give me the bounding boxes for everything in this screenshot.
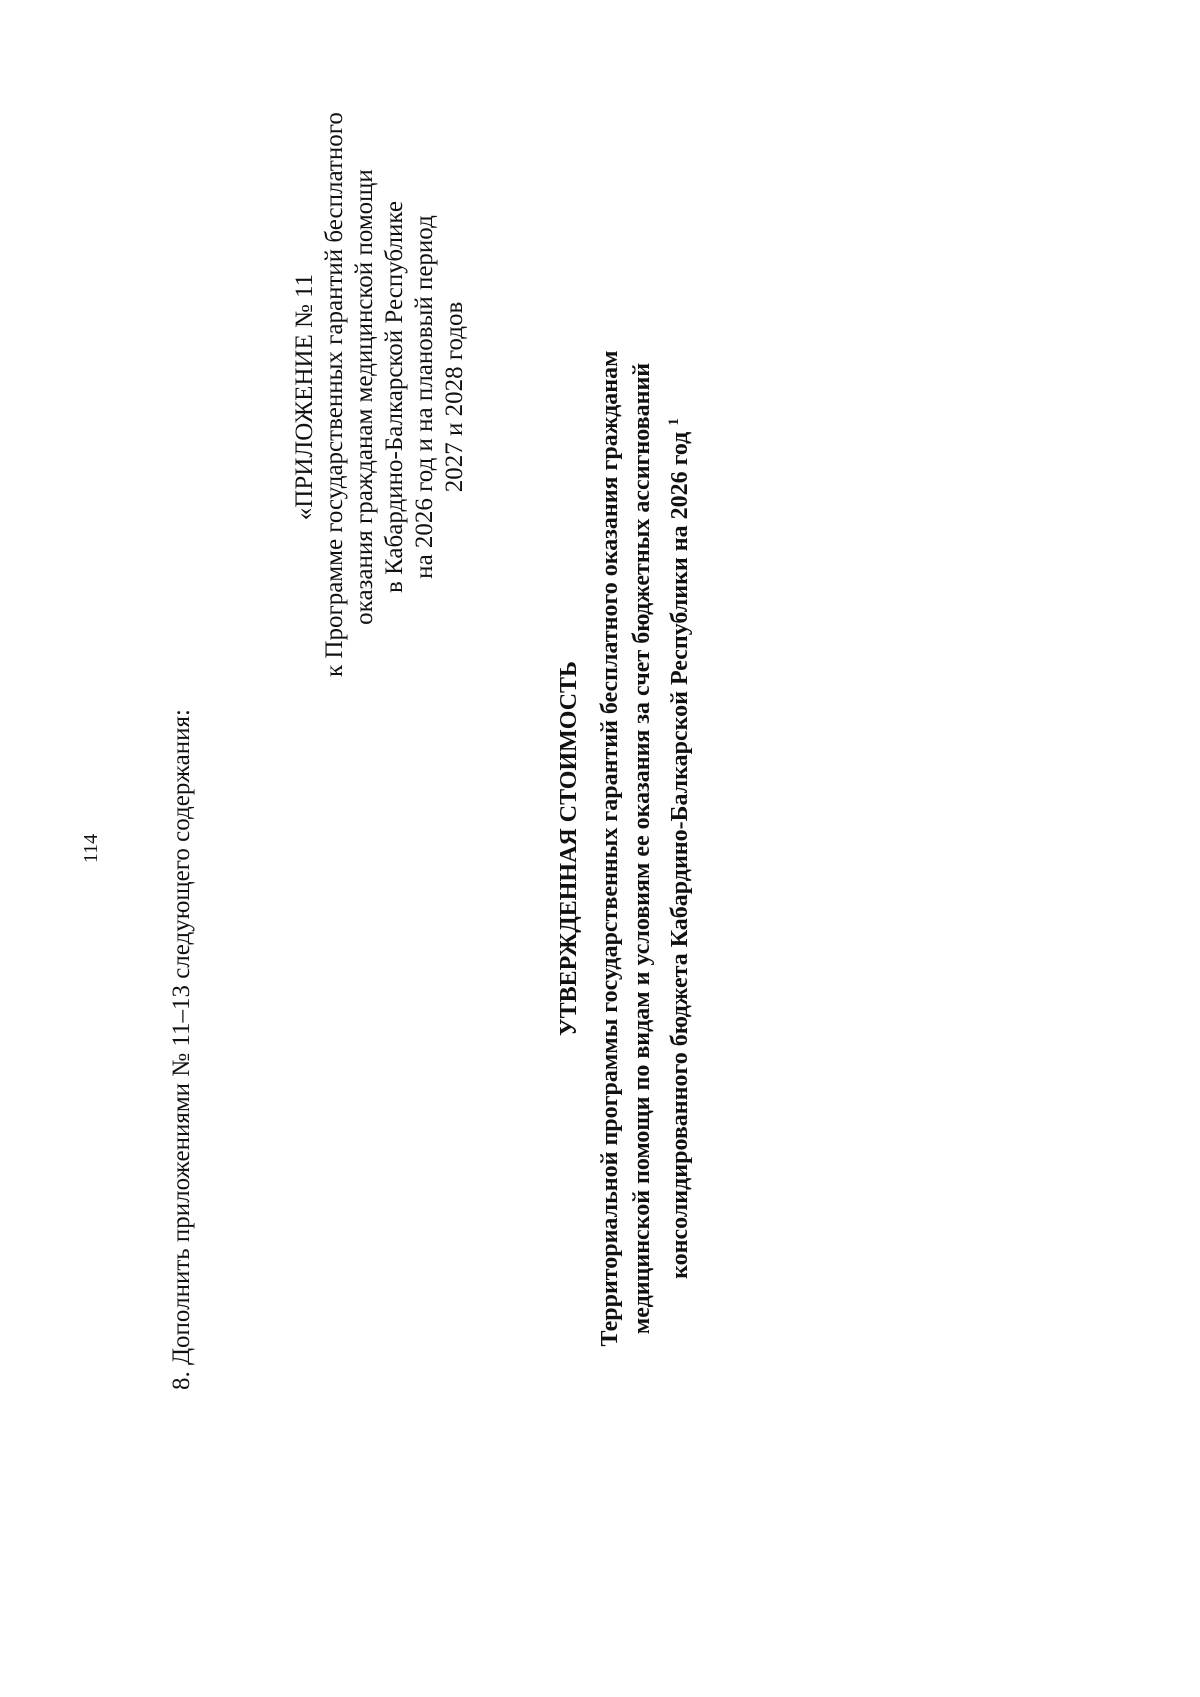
appendix-header [290,112,470,677]
subtitle-line-last [658,0,696,1697]
appendix-line: оказания гражданам медицинской помощи [351,169,378,625]
appendix-line: к Программе государственных гарантий бесплатного [321,112,348,677]
subtitle-line: консолидированного бюджета Кабардино-Балкарской Республики на 2026 год [667,431,693,1279]
page-number: 114 [80,833,102,864]
document-title: УТВЕРЖДЕННАЯ СТОИМОСТЬ [556,661,582,1036]
subtitle-line: медицинской помощи по видам и условиям ее оказания за счет бюджетных ассигнований [629,362,655,1335]
appendix-line: «ПРИЛОЖЕНИЕ № 11 [291,273,318,521]
document-subtitle [594,0,696,1697]
subtitle-line: Территориальной программы государственных гарантий бесплатного оказания гражданам [597,350,623,1347]
intro-paragraph: 8. Дополнить приложениями № 11–13 следующего содержания: [168,709,195,1390]
appendix-line: в Кабардино-Балкарской Республике [381,201,408,593]
appendix-line: 2027 и 2028 годов [441,301,468,493]
footnote-marker: 1 [666,418,682,426]
appendix-line: на 2026 год и на плановый период [411,215,438,579]
